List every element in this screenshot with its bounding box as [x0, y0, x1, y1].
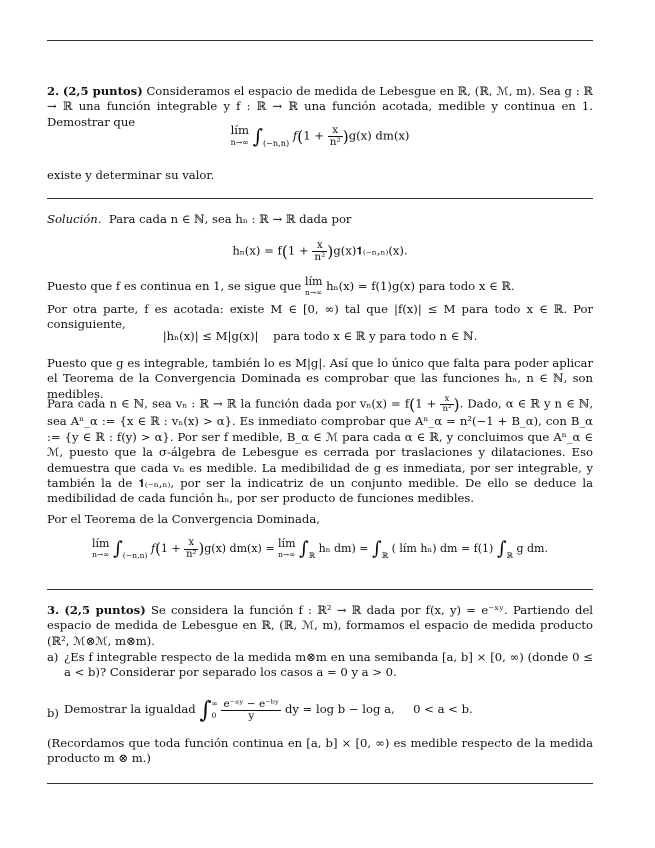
problem-3-text: Se considera la función f : ℝ² → ℝ dada por f(x, y) = e⁻ˣʸ. Partiendo del espacio de medida de Lebesgue en ℝ, (ℝ, ℳ, m), formamos el espacio de medida producto (ℝ², ℳ⊗ℳ, m⊗m). — [47, 603, 594, 648]
problem-2-points: (2,5 puntos) — [62, 84, 143, 98]
problem-2-line2: una función integrable y f : ℝ → ℝ una función acotada, medible y continua en 1. Demostrar que — [47, 99, 593, 129]
solution-paragraph-3: Puesto que g es integrable, también lo es M|g|. Así que lo único que falta para poder aplicar el Teorema de la Convergencia Dominada es comprobar que las funciones hₙ, n ∈ ℕ, son medibles. — [47, 356, 593, 401]
solution-paragraph-4: Para cada n ∈ ℕ, sea vₙ : ℝ → ℝ la función dada por vₙ(x) = f(1 + $\frac{x}{\text{n²}}$ ). Dado, α ∈ ℝ y n ∈ ℕ, sea Aⁿ_α := {x ∈ ℝ : vₙ(x) > α}. Es inmediato comprobar que Aⁿ_α = n²(−1 + B_α), con B_α := {y ∈ ℝ : f(y) > α}. Por ser f medible, B_α ∈ ℳ para cada α ∈ ℝ, y concluimos que Aⁿ_α ∈ ℳ, puesto que la σ-álgebra de Lebesgue es cerrada por traslaciones y dilataciones. Eso demuestra que cada vₙ es medible. La medibilidad de g es inmediata, por ser integrable, y también la de 𝟏₍₋ₙ,ₙ₎, por ser la indicatriz de un conjunto medible. De ello se deduce la medibilidad de cada función hₙ, por ser producto de funciones medibles. — [47, 394, 594, 506]
hn-lhs: hₙ(x) = f — [232, 243, 282, 258]
solution-paragraph-5: Por el Teorema de la Convergencia Dominada, — [47, 512, 320, 526]
problem-3-number: 3. — [47, 603, 60, 617]
problem-3-item-b — [47, 698, 593, 722]
bottom-rule — [47, 783, 593, 784]
hn-one-plus: 1 + — [287, 243, 309, 258]
one-plus: 1 + — [303, 128, 324, 143]
divider-rule — [47, 198, 593, 199]
problem-3-note: (Recordamos que toda función continua en [a, b] × [0, ∞) es medible respecto de la medida producto m ⊗ m.) — [47, 736, 593, 766]
hn-fraction: $\frac{x}{\text{n²}}$ — [314, 239, 326, 263]
hn-formula: hₙ(x) = f(1 + $\frac{x}{\text{n²}}$ )g(x)𝟏₍₋ₙ,ₙ₎(x). — [232, 239, 408, 263]
top-rule — [47, 40, 593, 41]
limit-operator: lím n→∞ — [230, 123, 249, 147]
divider-rule-2 — [47, 589, 593, 590]
item-b-text: Demostrar la igualdad ∫ ∞ 0 $\frac{\text{e⁻ᵃʸ − e⁻ᵇʸ}}{y}$ dy = log b − log a, 0 < a < b. — [64, 696, 473, 724]
integrand-rest: g(x) dm(x) — [348, 128, 410, 143]
hn-rest: g(x)𝟏₍₋ₙ,ₙ₎(x). — [333, 243, 408, 258]
integral-domain: (−n,n) — [262, 138, 290, 149]
problem-2-statement — [47, 84, 593, 130]
final-formula: lím n→∞ $\int_{(-n,n)}$ f(1 + $\frac{x}{\text{n²}}$ )g(x) dm(x) = lím n→∞ $\int_ℝ$ hₙ $dm) = \int_ℝ$ ( lím hₙ) dm = f(1) $\int_ℝ$ g dm. — [92, 537, 548, 561]
problem-2-number: 2. — [47, 84, 60, 98]
p4-fraction: $\frac{x}{\text{n²}}$ — [442, 394, 452, 415]
fraction-x-n2: $\frac{x}{\text{n²}}$ — [329, 124, 341, 149]
problem-3-item-a — [47, 650, 593, 681]
inline-limit: lím n→∞ — [304, 275, 323, 297]
item-b-fraction: $\frac{\text{e⁻ᵃʸ − e⁻ᵇʸ}}{y}$ — [223, 697, 280, 722]
solution-intro — [47, 212, 593, 227]
problem-3-points: (2,5 puntos) — [64, 603, 146, 617]
problem-2-formula: lím n→∞ $\int_{(-n,n)}$ f(1 + $\frac{x}{\text{n²}}$ )g(x) dm(x) — [230, 123, 410, 149]
item-a-label: a) — [47, 650, 59, 664]
solution-intro-text: Para cada n ∈ ℕ, sea hₙ : ℝ → ℝ dada por — [108, 212, 352, 226]
item-b-label: b) — [47, 706, 59, 720]
solution-paragraph-1: Puesto que f es continua en 1, se sigue que lím n→∞ hₙ(x) = f(1)g(x) para todo x ∈ ℝ. — [47, 275, 515, 297]
solution-paragraph-2: Por otra parte, f es acotada: existe M ∈ [0, ∞) tal que |f(x)| ≤ M para todo x ∈ ℝ. Por consiguiente, — [47, 302, 593, 332]
bound-formula: |hₙ(x)| ≤ M|g(x)| para todo x ∈ ℝ y para todo n ∈ ℕ. — [162, 329, 478, 343]
integral-sign: ∫ — [252, 124, 263, 148]
problem-2-conclusion: existe y determinar su valor. — [47, 168, 215, 182]
solution-label: Solución. — [47, 212, 102, 226]
function-f: f — [292, 128, 298, 143]
item-a-text: ¿Es f integrable respecto de la medida m⊗m en una semibanda [a, b] × [0, ∞) (donde 0 ≤ a < b)? Considerar por separado los casos a = 0 y a > 0. — [64, 650, 593, 680]
problem-2-line1: Consideramos el espacio de medida de Lebesgue en ℝ, (ℝ, ℳ, m). Sea g : ℝ → ℝ — [47, 84, 594, 114]
problem-3-statement — [47, 603, 593, 649]
